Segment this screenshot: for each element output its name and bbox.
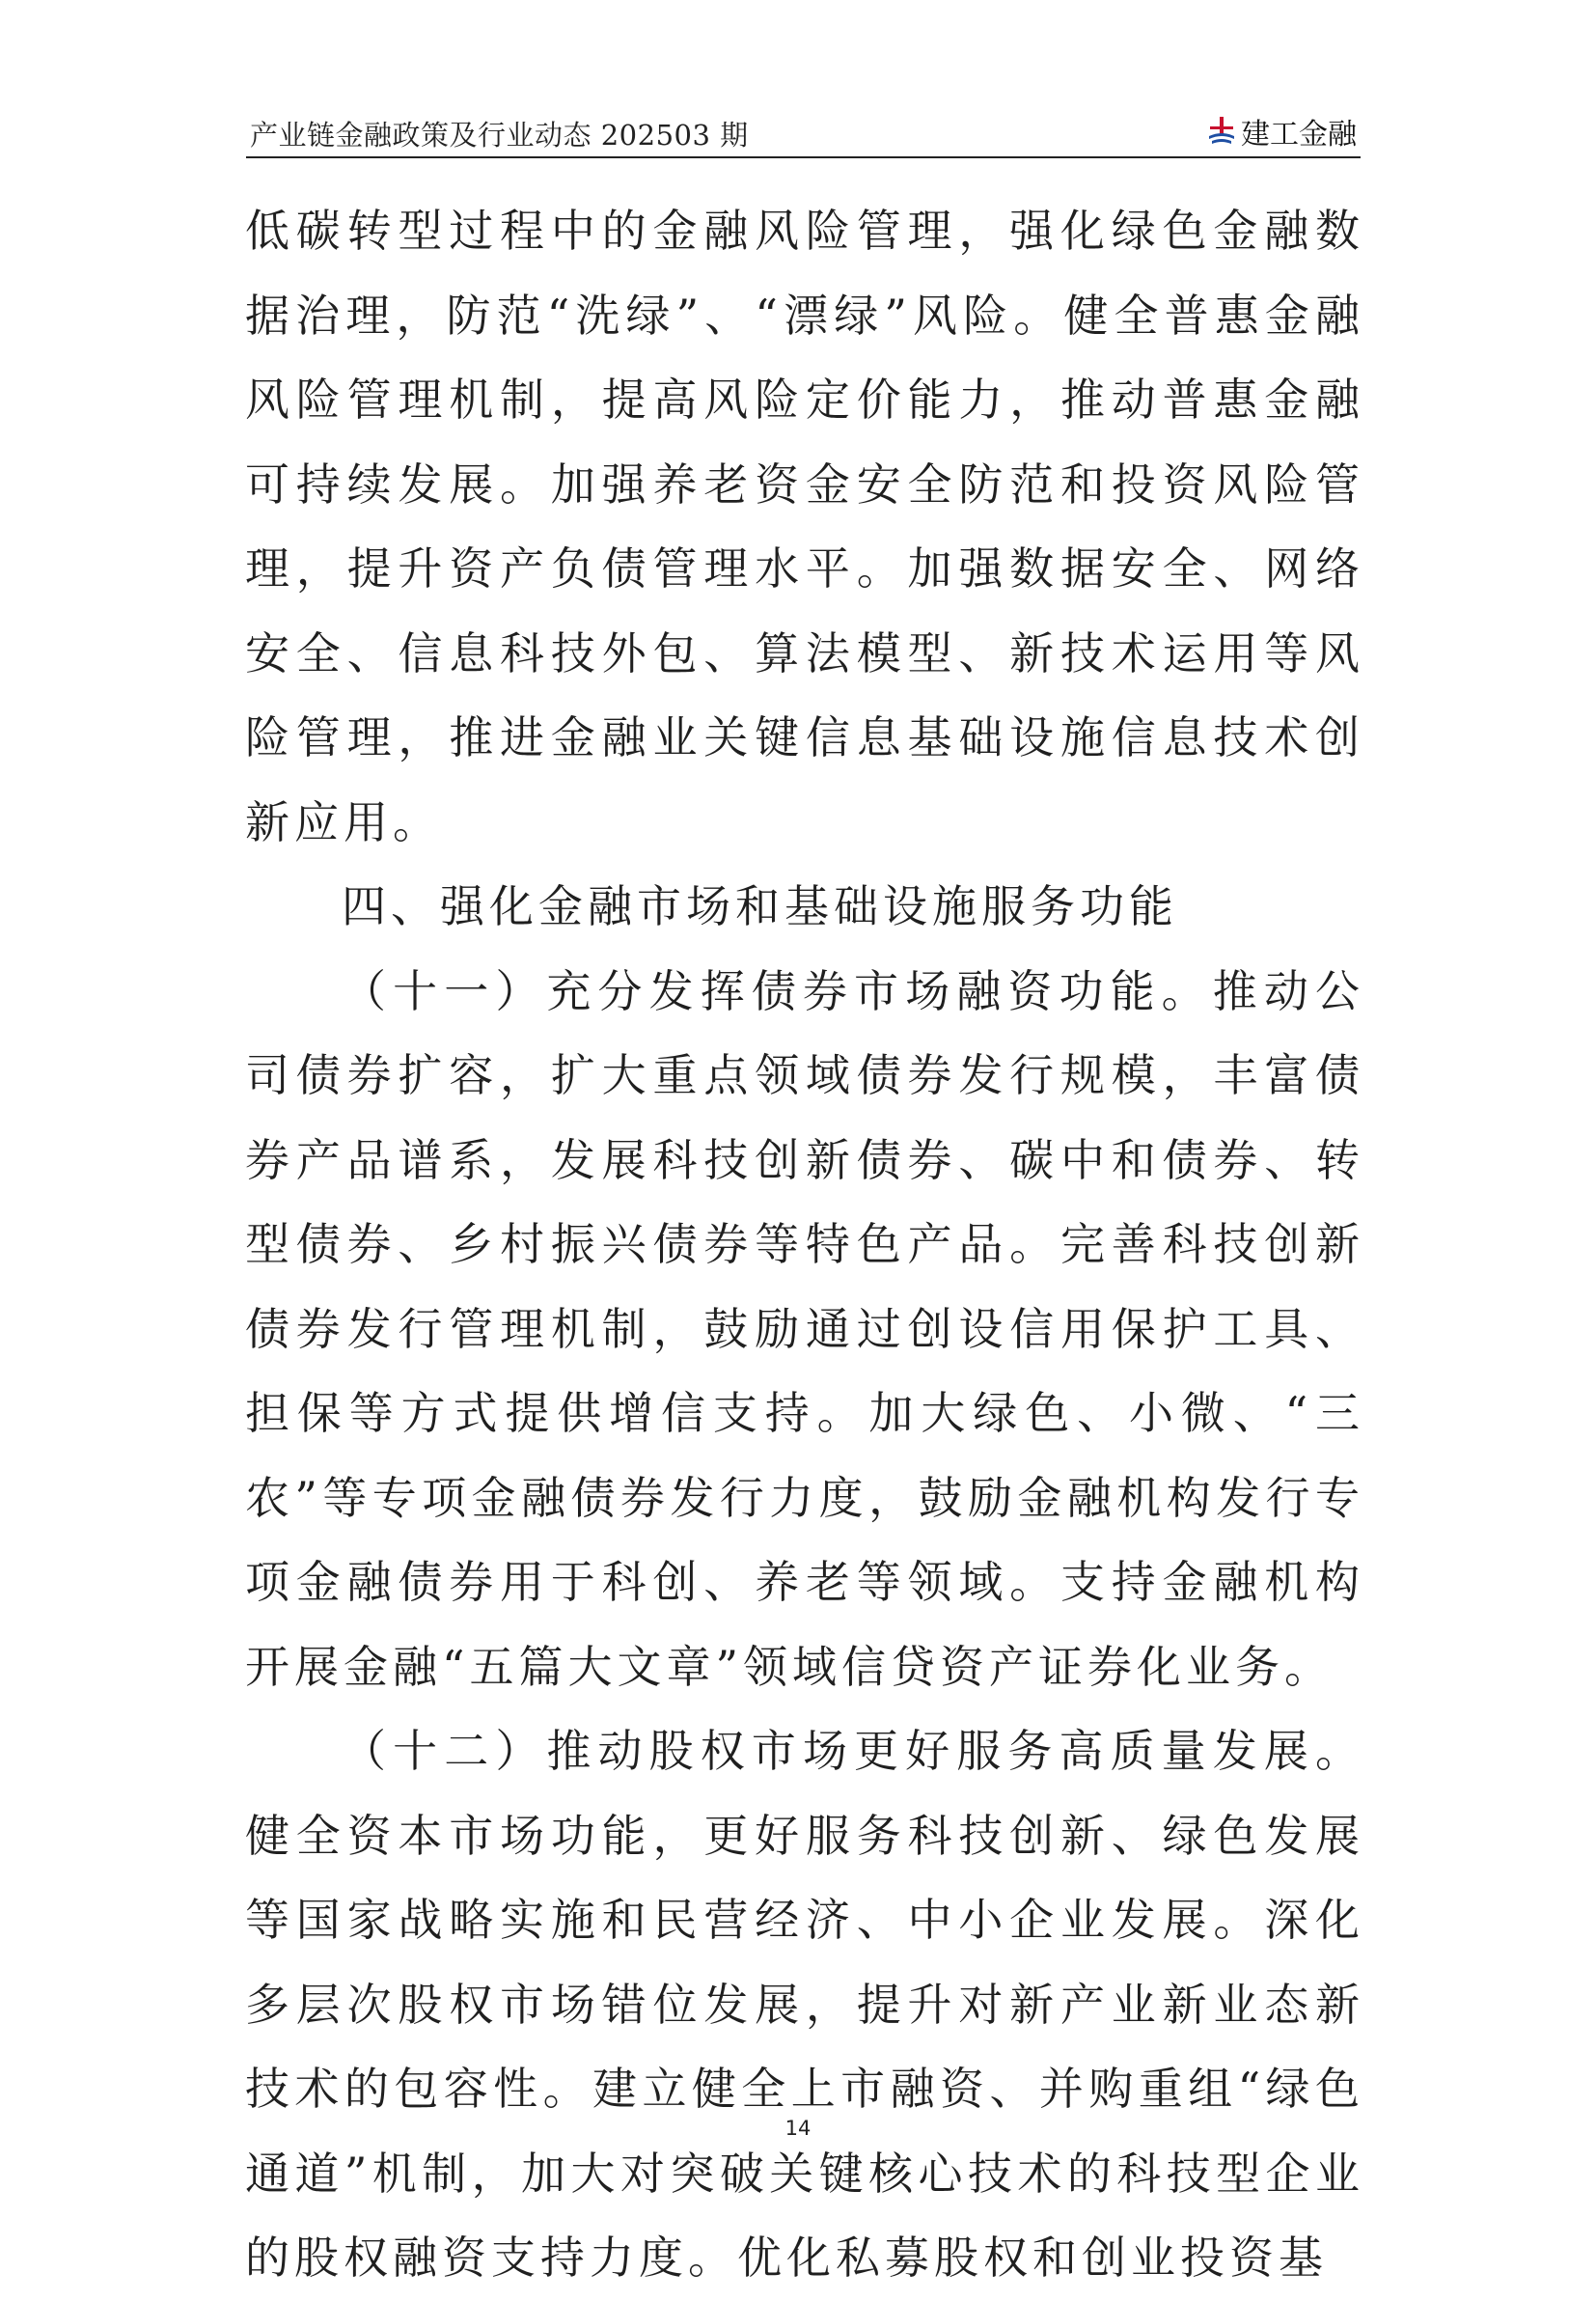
paragraph: （十二）推动股权市场更好服务高质量发展。健全资本市场功能，更好服务科技创新、绿色发展等国家战略实施和民营经济、中小企业发展。深化多层次股权市场错位发展，提升对新产业新业态新技术的包容性。建立健全上市融资、并购重组“绿色通道”机制，加大对突破关键核心技术的科技型企业的股权融资支持力度。优化私募股权和创业投资基 (245, 1725, 1364, 2284)
brand (1206, 112, 1357, 151)
header-title: 产业链金融政策及行业动态 202503 期 (250, 119, 749, 152)
page-header (246, 106, 1361, 158)
section-heading: 四、强化金融市场和基础设施服务功能 (342, 880, 1178, 932)
paragraph: （十一）充分发挥债券市场融资功能。推动公司债券扩容，扩大重点领域债券发行规模，丰富债券产品谱系，发展科技创新债券、碳中和债券、转型债券、乡村振兴债券等特色产品。完善科技创新债券发行管理机制，鼓励通过创设信用保护工具、担保等方式提供增信支持。加大绿色、小微、“三农”等专项金融债券发行力度，鼓励金融机构发行专项金融债券用于科创、养老等领域。支持金融机构开展金融“五篇大文章”领域信贷资产证券化业务。 (245, 964, 1364, 1693)
document-body (245, 189, 1364, 2301)
brand-name: 建工金融 (1241, 118, 1357, 152)
page-number: 14 (784, 2117, 812, 2140)
brand-logo-icon (1206, 115, 1237, 148)
paragraph: 低碳转型过程中的金融风险管理，强化绿色金融数据治理，防范“洗绿”、“漂绿”风险。健全普惠金融风险管理机制，提高风险定价能力，推动普惠金融可持续发展。加强养老资金安全防范和投资风险管理，提升资产负债管理水平。加强数据安全、网络安全、信息科技外包、算法模型、新技术运用等风险管理，推进金融业关键信息基础设施信息技术创新应用。 (245, 205, 1364, 848)
